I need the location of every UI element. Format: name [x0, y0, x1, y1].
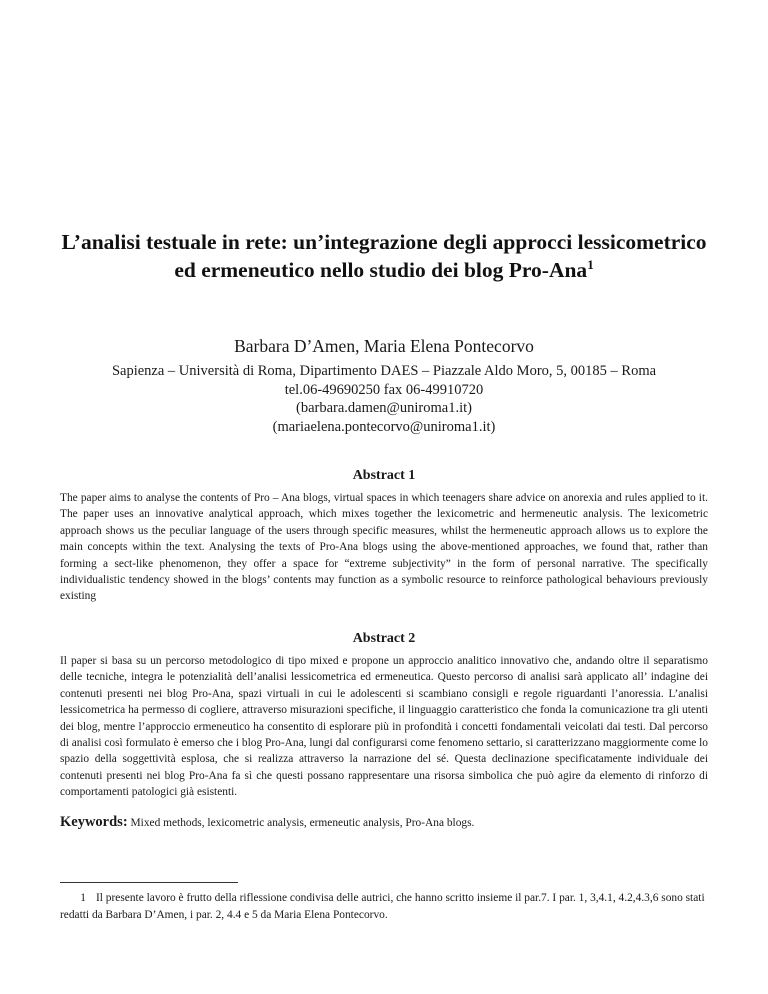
footnote-divider [60, 882, 238, 883]
affiliation-address: Sapienza – Università di Roma, Dipartimento DAES – Piazzale Aldo Moro, 5, 00185 – Roma [111, 363, 657, 379]
affiliation-phone: tel.06-49690250 fax 06-49910720 [284, 381, 484, 398]
paper-title [60, 228, 708, 284]
keywords-label: Keywords: [60, 814, 128, 830]
footnote-number: 1 [80, 892, 86, 904]
abstract2-body [60, 653, 708, 801]
abstract2-heading: Abstract 2 [352, 631, 416, 646]
keywords-text: Mixed methods, lexicometric analysis, ermeneutic analysis, Pro-Ana blogs. [130, 817, 475, 829]
author-affiliation [60, 362, 708, 436]
abstract1-body [60, 490, 708, 605]
footnote-text: Il presente lavoro è frutto della riflessione condivisa delle autrici, che hanno scritto insieme il par.7. I par. 1, 3,4.1, 4.2,4.3,6 sono stati redatti da Barbara D’Amen, i par. 2, 4.4 e 5 da Maria Elena Pontecorvo. [60, 892, 705, 921]
abstract2-text: Il paper si basa su un percorso metodologico di tipo mixed e propone un approccio analitico innovativo che, andando oltre il separatismo delle tecniche, integra le potenzialità dell’analisi lessicometrica ed ermeneutica. Questo percorso di analisi sarà applicato all’ indagine dei contenuti presenti nei blog Pro-Ana, spazi virtuali in cui le adolescenti si scambiano consigli e regole riguardanti l’anoressia. L’analisi lessicometrica ha permesso di cogliere, attraverso misurazioni specifiche, il linguaggio caratteristico che fonda la comunicazione tra gli utenti dei blog, mentre l’approccio ermeneutico ha consentito di esplorare più in profondità i concetti fondamentali veicolati dai testi. Dal percorso di analisi così formulato è emerso che i blog Pro-Ana, lungi dal configurarsi come fenomeno settario, si caratterizzano maggiormente come lo spazio della soggettività esplosa, che si realizza attraverso la narrazione del sé. Questa declinazione specificatamente individuale dei contenuti presenti nei blog Pro-Ana fa sì che questi possano rappresentare una risorsa simbolica che può agire da elemento di rinforzo di comportamenti patologici già esistenti. [60, 655, 708, 799]
keywords-line [60, 814, 708, 831]
affiliation-email-2: (mariaelena.pontecorvo@uniroma1.it) [272, 418, 496, 435]
affiliation-email-1: (barbara.damen@uniroma1.it) [295, 400, 472, 416]
title-footnote-ref: 1 [587, 256, 594, 272]
paper-title-text: L’analisi testuale in rete: un’integrazione degli approcci lessicometrico ed ermeneutico nello studio dei blog Pro-Ana [61, 230, 707, 282]
footnote [60, 890, 710, 923]
abstract1-heading: Abstract 1 [352, 468, 416, 483]
abstract1-text: The paper aims to analyse the contents of Pro – Ana blogs, virtual spaces in which teenagers share advice on anorexia and rules applied to it. The paper uses an innovative analytical approach, which mixes together the lexicometric and hermeneutic analysis. The lexicometric approach shows us the peculiar language of the users through specific measures, whilst the hermeneutic approach allows us to explore the main concepts within the text. Analysing the texts of Pro-Ana blogs using the above-mentioned approaches, we found that, rather than forming a sect-like phenomenon, they offer a space for “extreme subjectivity” in the form of personal narrative. The specifically individualistic tendency showed in the blogs’ contents may function as a symbolic resource to reinforce pathological behaviours previously existing [60, 492, 708, 603]
paper-authors: Barbara D’Amen, Maria Elena Pontecorvo [234, 336, 534, 356]
